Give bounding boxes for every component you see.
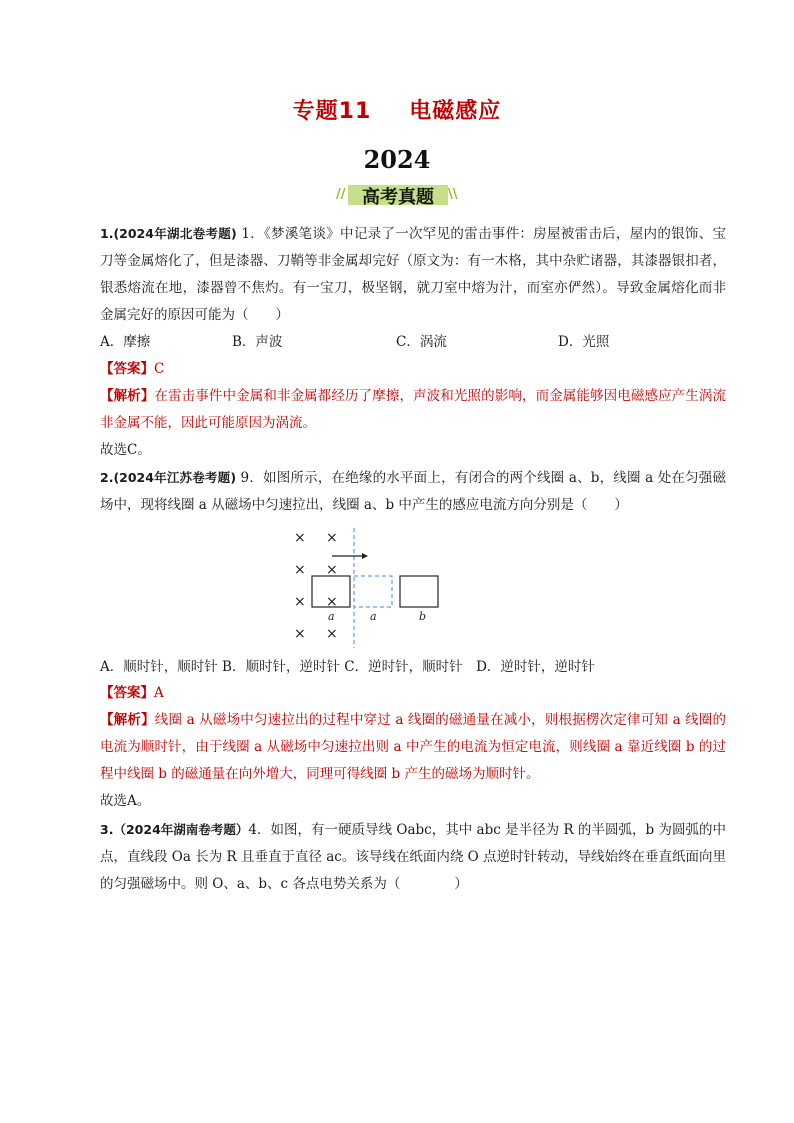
coil-b — [400, 576, 438, 607]
question-1-options — [100, 330, 726, 357]
answer-value: C — [154, 361, 165, 377]
question-1-answer: 【答案】C — [100, 361, 165, 377]
banner-slash-right-icon: \\ — [448, 187, 458, 202]
analysis-text: 线圈 a 从磁场中匀速拉出的过程中穿过 a 线圈的磁通量在减小，则根据楞次定律可知 a 线圈的电流为顺时针，由于线圈 a 从磁场中匀速拉出则 a 中产生的电流为恒定电流，则线圈 a 靠近线圈 b 的过程中线圈 b 的磁通量在向外增大，同理可得线圈 b 产生的磁场为顺时针。 — [100, 712, 726, 782]
option-d: D．光照 — [558, 334, 610, 350]
field-cross: × — [294, 562, 306, 578]
question-2-choose: 故选A。 — [100, 793, 151, 809]
field-cross: × — [326, 594, 338, 610]
question-3 — [100, 816, 726, 898]
pull-arrow-head-icon — [362, 553, 368, 559]
field-cross: × — [294, 594, 306, 610]
coil-a-label: a — [328, 610, 335, 623]
question-1-tag: 1.(2024年湖北卷考题) — [100, 226, 237, 241]
option-c: C．涡流 — [396, 334, 447, 350]
coil-b-label: b — [419, 610, 427, 623]
page-title: 专题11 电磁感应 — [292, 99, 502, 124]
question-2 — [100, 464, 726, 519]
field-cross: × — [294, 530, 306, 546]
question-3-text: 4．如图，有一硬质导线 Oabc，其中 abc 是半径为 R 的半圆弧，b 为圆弧的中点，直线段 Oa 长为 R 且垂直于直径 ac。该导线在纸面内绕 O 点逆时针转动，导线始终在垂直纸面向里的匀强磁场中。则 O、a、b、c 各点电势关系为（ ） — [100, 822, 726, 892]
field-cross: × — [294, 626, 306, 642]
field-cross: × — [326, 562, 338, 578]
question-2-options: A．顺时针，顺时针 B．顺时针，逆时针 C．逆时针，顺时针 D．逆时针，逆时针 — [100, 659, 595, 675]
question-1 — [100, 220, 726, 329]
banner-slash-left-icon: // — [336, 187, 346, 202]
section-banner-label: 高考真题 — [362, 187, 434, 208]
field-cross: × — [326, 530, 338, 546]
option-b: B．声波 — [232, 334, 283, 350]
question-2-tag: 2.(2024年江苏卷考题) — [100, 470, 237, 485]
question-1-analysis: 【解析】在雷击事件中金属和非金属都经历了摩擦，声波和光照的影响，而金属能够因电磁感应产生涡流非金属不能，因此可能原因为涡流。 — [100, 388, 727, 431]
analysis-text: 在雷击事件中金属和非金属都经历了摩擦，声波和光照的影响，而金属能够因电磁感应产生涡流非金属不能，因此可能原因为涡流。 — [100, 388, 727, 431]
question-1-text: 1．《梦溪笔谈》中记录了一次罕见的雷击事件：房屋被雷击后，屋内的银饰、宝刀等金属熔化了，但是漆器、刀鞘等非金属却完好（原文为：有一木格，其中杂贮诸器，其漆器银扣者，银悉熔流在地，漆器曾不焦灼。有一宝刀，极坚钢，就刀室中熔为汁，而室亦俨然）。导致金属熔化而非金属完好的原因可能为（ ） — [100, 226, 726, 323]
question-2-text: 9．如图所示，在绝缘的水平面上，有闭合的两个线圈 a、b，线圈 a 处在匀强磁场中，现将线圈 a 从磁场中匀速拉出，线圈 a、b 中产生的感应电流方向分别是（ ） — [100, 470, 727, 513]
coil-a-moved-label: a — [370, 610, 377, 623]
section-banner — [334, 181, 462, 207]
question-2-answer: 【答案】A — [100, 685, 164, 701]
question-1-choose: 故选C。 — [100, 442, 151, 458]
coil-figure — [288, 526, 448, 650]
question-3-tag: 3.（2024年湖南卷考题） — [100, 822, 249, 837]
question-2-analysis: 【解析】线圈 a 从磁场中匀速拉出的过程中穿过 a 线圈的磁通量在减小，则根据楞次定律可知 a 线圈的电流为顺时针，由于线圈 a 从磁场中匀速拉出则 a 中产生的电流为恒定电流，则线圈 a 靠近线圈 b 的过程中线圈 b 的磁通量在向外增大，同理可得线圈 b 产生的磁场为顺时针。 — [100, 712, 726, 782]
answer-value: A — [154, 685, 164, 701]
coil-a-moved — [354, 576, 392, 607]
option-a: A．摩擦 — [100, 334, 151, 350]
year-heading: 2024 — [363, 145, 431, 174]
field-cross: × — [326, 626, 338, 642]
